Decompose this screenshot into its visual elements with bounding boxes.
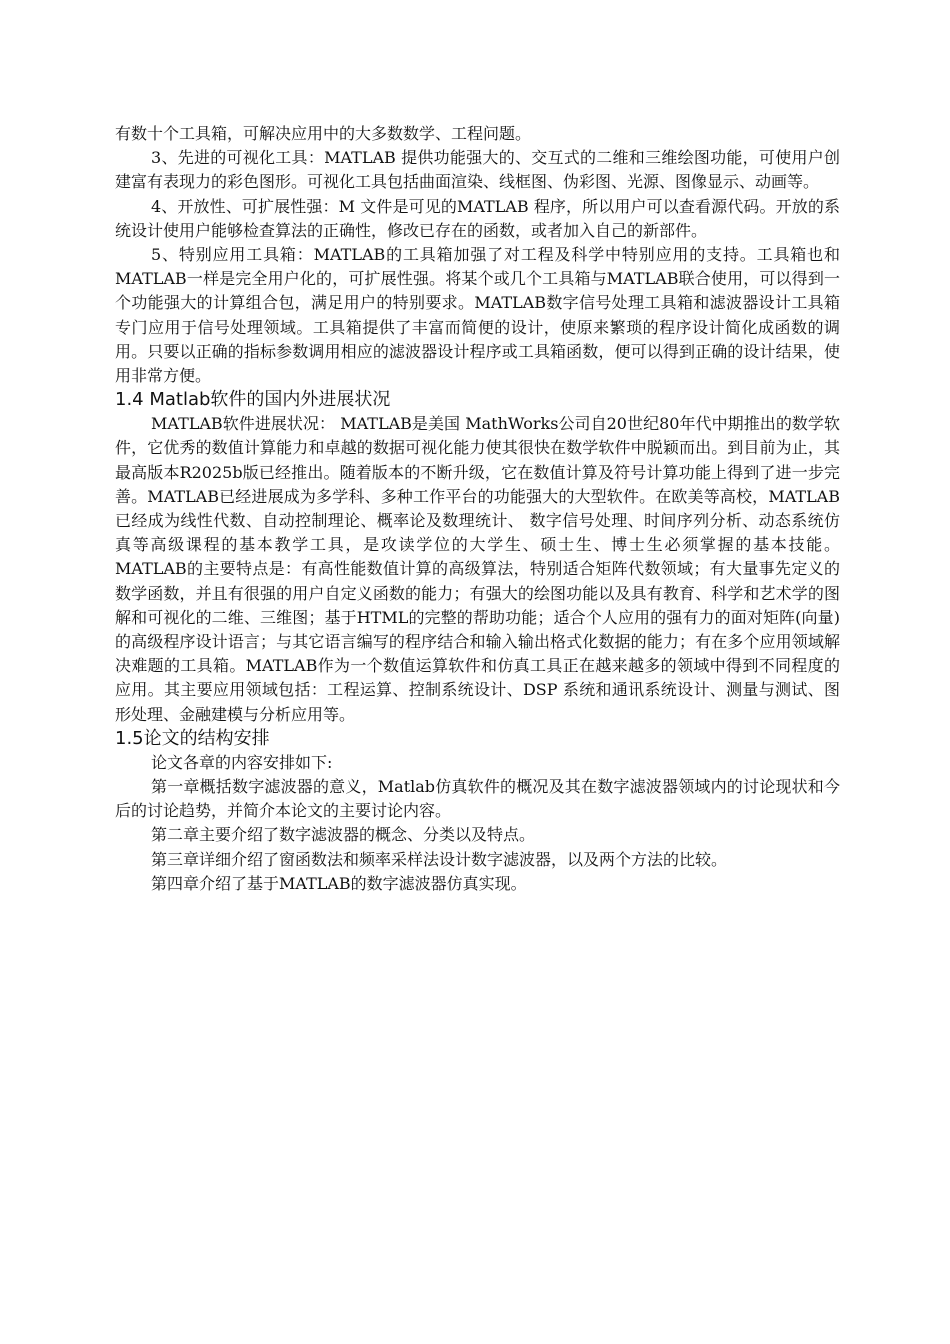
paragraph-chapter-3: 第三章详细介绍了窗函数法和频率采样法设计数字滤波器，以及两个方法的比较。 [151, 849, 728, 869]
paragraph-chapter-1: 第一章概括数字滤波器的意义，Matlab仿真软件的概况及其在数字滤波器领域内的讨论现状和今后的讨论趋势，并简介本论文的主要讨论内容。 [115, 777, 840, 821]
paragraph-special-toolboxes: 5、特别应用工具箱：MATLAB的工具箱加强了对工程及科学中特别应用的支持。工具箱也和MATLAB一样是完全用户化的，可扩展性强。将某个或几个工具箱与MATLAB联合使用，可以得到一个功能强大的计算组合包，满足用户的特别要求。MATLAB数字信号处理工具箱和滤波器设计工具箱专门应用于信号处理领域。工具箱提供了丰富而简便的设计，使原来繁琐的程序设计简化成函数的调用。只要以正确的指标参数调用相应的滤波器设计程序或工具箱函数，便可以得到正确的设计结果，使用非常方便。 [115, 245, 840, 386]
paragraph-openness: 4、开放性、可扩展性强：M 文件是可见的MATLAB 程序，所以用户可以查看源代码。开放的系统设计使用户能够检查算法的正确性，修改已存在的函数，或者加入自己的新部件。 [115, 196, 840, 240]
document-body [115, 122, 840, 896]
paragraph-toolbox-count: 有数十个工具箱，可解决应用中的大多数数学、工程问题。 [115, 124, 532, 143]
section-heading-1-4: 1.4 Matlab软件的国内外进展状况 [115, 389, 391, 411]
paragraph-structure-intro: 论文各章的内容安排如下: [151, 752, 333, 772]
paragraph-matlab-progress: MATLAB软件进展状况： MATLAB是美国 MathWorks公司自20世纪80年代中期推出的数学软件，它优秀的数值计算能力和卓越的数据可视化能力使其很快在数学软件中脱颖而出。到目前为止，其最高版本R2025b版已经推出。随着版本的不断升级，它在数值计算及符号计算功能上得到了进一步完善。MATLAB已经进展成为多学科、多种工作平台的功能强大的大型软件。在欧美等高校，MATLAB已经成为线性代数、自动控制理论、概率论及数理统计、 数字信号处理、时间序列分析、动态系统仿真等高级课程的基本教学工具，是攻读学位的大学生、硕士生、博士生必须掌握的基本技能。MATLAB的主要特点是：有高性能数值计算的高级算法，特别适合矩阵代数领域；有大量事先定义的数学函数，并且有很强的用户自定义函数的能力；有强大的绘图功能以及具有教育、科学和艺术学的图解和可视化的二维、三维图；基于HTML的完整的帮助功能；适合个人应用的强有力的面对矩阵(向量)的高级程序设计语言；与其它语言编写的程序结合和输入输出格式化数据的能力；有在多个应用领域解决难题的工具箱。MATLAB作为一个数值运算软件和仿真工具正在越来越多的领域中得到不同程度的应用。其主要应用领域包括：工程运算、控制系统设计、DSP 系统和通讯系统设计、测量与测试、图形处理、金融建模与分析应用等。 [115, 414, 840, 724]
paragraph-visualization-tools: 3、先进的可视化工具：MATLAB 提供功能强大的、交互式的二维和三维绘图功能，可使用户创建富有表现力的彩色图形。可视化工具包括曲面渲染、线框图、伪彩图、光源、图像显示、动画等。 [115, 148, 840, 192]
section-heading-1-5: 1.5论文的结构安排 [115, 727, 270, 749]
paragraph-chapter-4: 第四章介绍了基于MATLAB的数字滤波器仿真实现。 [151, 873, 527, 893]
paragraph-chapter-2: 第二章主要介绍了数字滤波器的概念、分类以及特点。 [151, 825, 536, 845]
